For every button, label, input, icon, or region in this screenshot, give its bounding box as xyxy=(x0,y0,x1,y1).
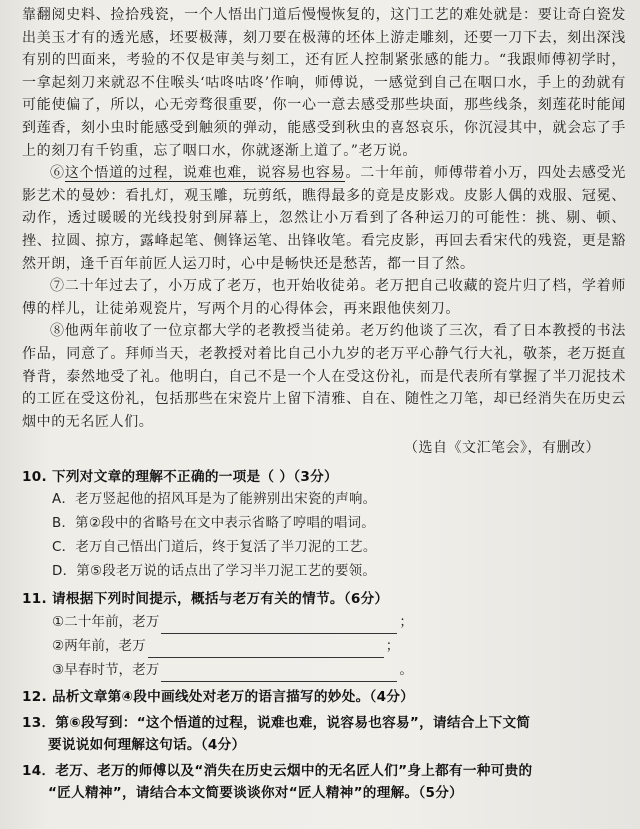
answer-end: ； xyxy=(385,637,400,654)
option-a: A．老万竖起他的招风耳是为了能辨别出宋瓷的声响。 xyxy=(52,491,377,507)
question-13-line-1: 13．第⑥段写到：“这个悟道的过程，说难也难，说容易也容易”，请结合上下文简 xyxy=(22,714,531,731)
option-b: B．第②段中的省略号在文中表示省略了哼唱的唱词。 xyxy=(52,515,375,531)
answer-end: 。 xyxy=(399,661,413,678)
question-13 xyxy=(22,712,626,756)
paragraph-number: ⑥ xyxy=(50,165,65,182)
passage-paragraph-7: ⑦二十年过去了，小万成了老万，也开始收徒弟。老万把自己收藏的瓷片归了档，学着师傅的样儿，让徒弟观瓷片，写两个月的心得体会，再来跟他侠刻刀。 xyxy=(22,278,626,317)
underlined-sentence: 这个悟道的过程，说难也难，说容易也容易 xyxy=(64,165,346,182)
passage-paragraph-5-continued: 靠翻阅史料、捡拾残瓷，一个人悟出门道后慢慢恢复的，这门工艺的难处就是：要让奇白瓷发出美玉才有的透光感，坯要极薄，刻刀要在极薄的坯体上游走雕刻，还要一刀下去，刻出深浅有别的凹面来，考验的不仅是审美与刻工，还有匠人控制紧张感的能力。“我跟师傅初学时，一拿起刻刀来就忍不住喉头‘咕咚咕咚’作响，师傅说，一感觉到自己在咽口水，手上的劲就有可能使偏了，所以，心无旁骛很重要，你一心一意去感受那些块面，那些线条，刻莲花时能闻到莲香，刻小虫时能感受到触须的弹动，能感受到秋虫的喜怒哀乐，你沉浸其中，就会忘了手上的刻刀有千钧重，忘了咽口水，你就逐渐上道了。”老万说。 xyxy=(22,7,626,159)
question-10 xyxy=(22,466,626,584)
question-13-line-2: 要说说如何理解这句话。（4分） xyxy=(48,736,246,753)
question-12-stem: 12. 品析文章第④段中画线处对老万的语言描写的妙处。（4分） xyxy=(22,688,415,705)
question-14-line-1: 14．老万、老万的师傅以及“消失在历史云烟中的无名匠人们”身上都有一种可贵的 xyxy=(22,762,533,779)
answer-end: ； xyxy=(399,613,413,630)
question-11 xyxy=(22,588,626,682)
passage-paragraph-6 xyxy=(22,162,626,275)
answer-blank[interactable] xyxy=(161,616,397,634)
answer-label: ①二十年前，老万 xyxy=(52,613,160,630)
question-14 xyxy=(22,760,626,804)
answer-line-2 xyxy=(52,634,626,658)
paragraph-6-rest: 。二十年前，师傅带着小万，四处去感受光影艺术的曼妙：看扎灯，观玉雕，玩剪纸，瞧得最多的竟是皮影戏。皮影人偶的戏服、冠冕、动作，透过暖暖的光线投射到屏幕上，忽然让小万看到了各种运刀的可能性：挑、剔、顿、挫、拉圆、掠方，露峰起笔、侧锋运笔、出锋收笔。看完皮影，再回去看宋代的残瓷，更是豁然开朗，逢千百年前匠人运刀时，心中是畅快还是愁苦，都一目了然。 xyxy=(22,165,626,272)
answer-blank[interactable] xyxy=(161,664,397,682)
passage-source: （选自《文汇笔会》，有删改） xyxy=(404,440,600,457)
option-d: D．第⑤段老万说的话点出了学习半刀泥工艺的要领。 xyxy=(52,563,377,579)
answer-blank[interactable] xyxy=(148,640,384,658)
answer-label: ②两年前，老万 xyxy=(52,637,146,654)
question-14-line-2: “匠人精神”，请结合本文简要谈谈你对“匠人精神”的理解。（5分） xyxy=(48,784,464,801)
answer-line-3 xyxy=(52,658,626,682)
question-12 xyxy=(22,686,626,708)
question-11-stem: 11. 请根据下列时间提示，概括与老万有关的情节。（6分） xyxy=(22,590,389,607)
answer-label: ③早春时节，老万 xyxy=(52,661,160,678)
option-c: C．老万自己悟出门道后，终于复活了半刀泥的工艺。 xyxy=(52,539,377,555)
passage-paragraph-8: ⑧他两年前收了一位京都大学的老教授当徒弟。老万约他谈了三次，看了日本教授的书法作品，同意了。拜师当天，老教授对着比自己小九岁的老万平心静气行大礼，敬茶，老万挺直脊背，泰然地受了礼。他明白，自己不是一个人在受这份礼，而是代表所有掌握了半刀泥技术的工匠在受这份礼，包括那些在宋瓷片上留下清雅、自在、随性之刀笔，却已经消失在历史云烟中的无名匠人们。 xyxy=(22,323,626,430)
answer-line-1 xyxy=(52,610,626,634)
question-10-stem: 10. 下列对文章的理解不正确的一项是（ ）（3分） xyxy=(22,468,338,485)
